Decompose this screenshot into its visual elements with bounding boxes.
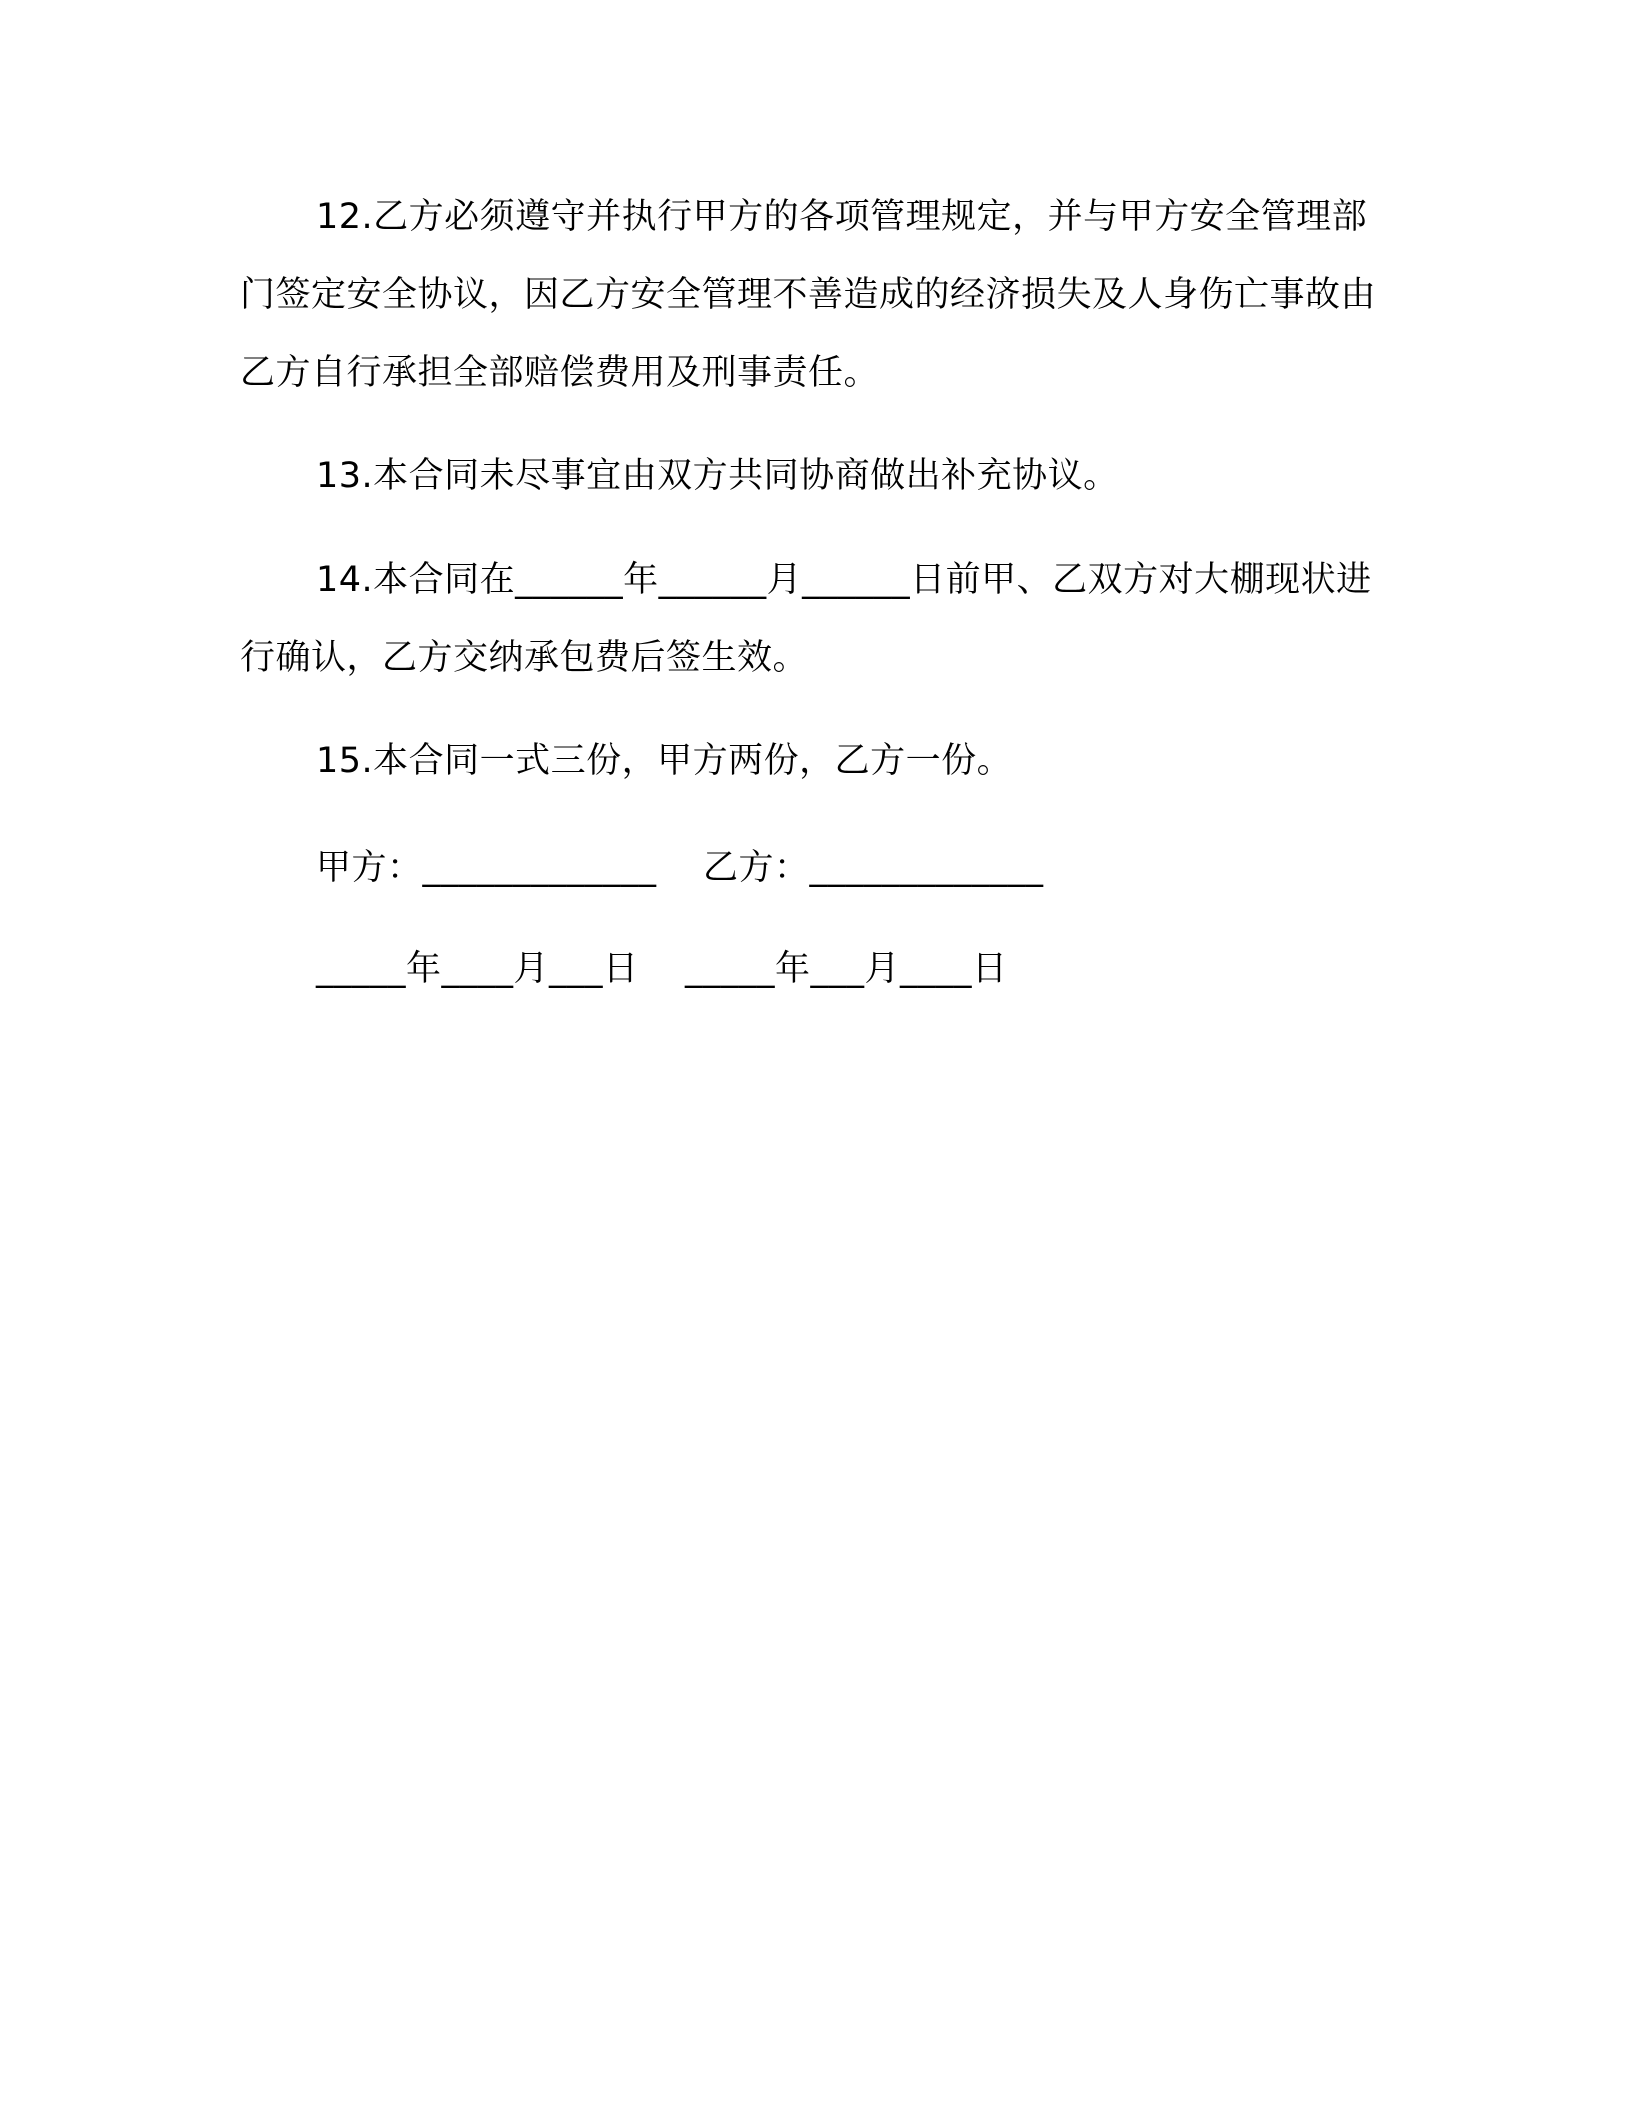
date-line: _____年____月___日 _____年___月____日 — [316, 949, 1008, 989]
clause-14: 14.本合同在______年______月______日前甲、乙双方对大棚现状进行确认，乙方交纳承包费后签生效。 — [240, 560, 1372, 678]
signature-line: 甲方：_____________ 乙方：_____________ — [316, 848, 1044, 888]
clause-13: 13.本合同未尽事宜由双方共同协商做出补充协议。 — [316, 456, 1119, 496]
clause-12: 12.乙方必须遵守并执行甲方的各项管理规定，并与甲方安全管理部门签定安全协议，因乙方安全管理不善造成的经济损失及人身伤亡事故由乙方自行承担全部赔偿费用及刑事责任。 — [240, 197, 1377, 393]
clause-15: 15.本合同一式三份，甲方两份，乙方一份。 — [316, 741, 1013, 781]
